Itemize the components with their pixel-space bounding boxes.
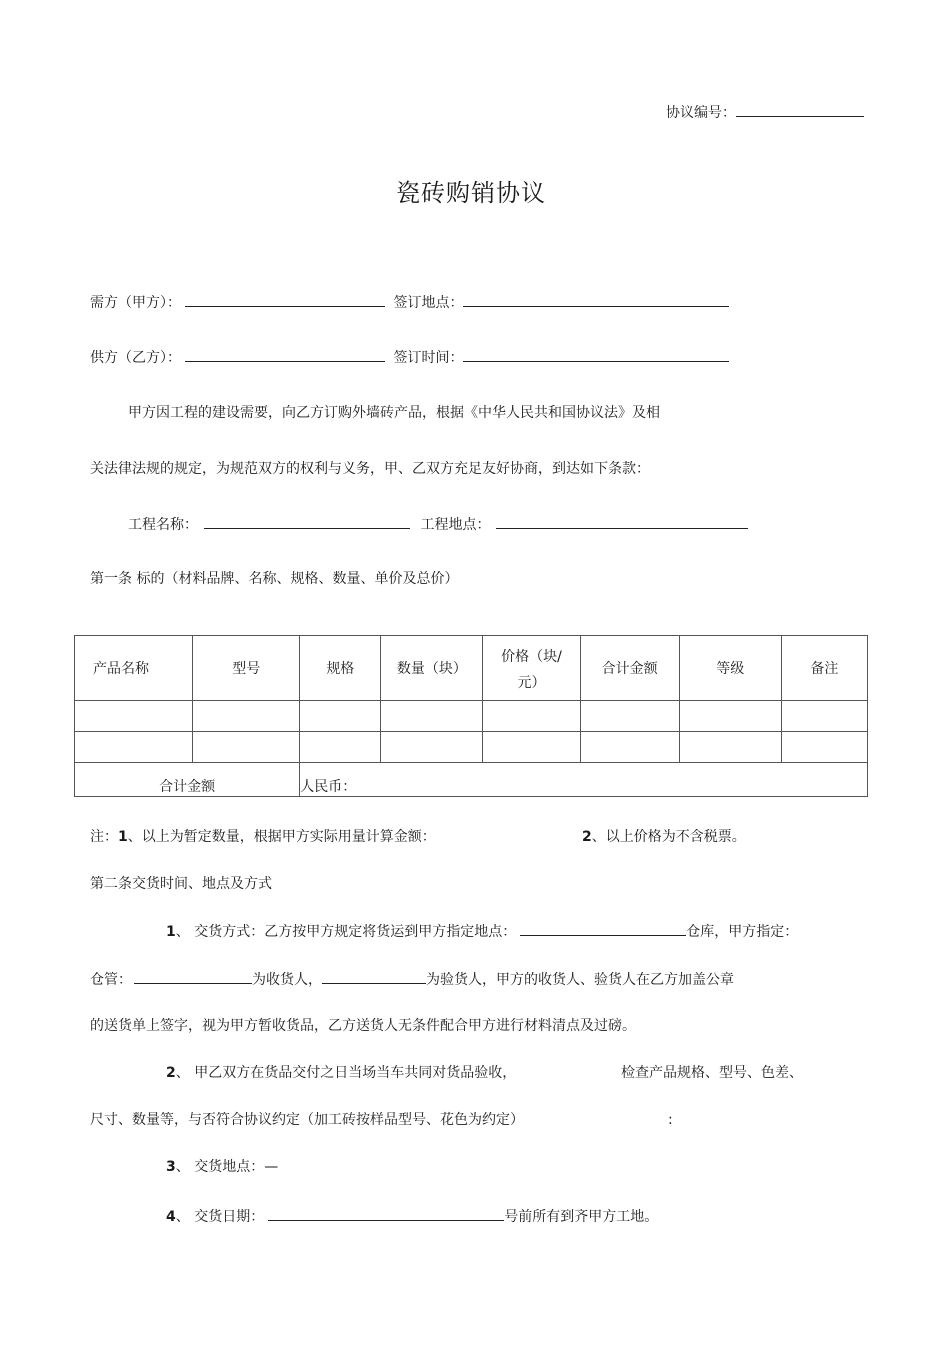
project-place-label: 工程地点： <box>420 517 491 533</box>
sign-place-field[interactable] <box>463 292 729 307</box>
delivery-date-field[interactable] <box>268 1206 504 1221</box>
rmb-label: 人民币： <box>300 779 357 795</box>
table-cell[interactable] <box>75 701 193 732</box>
header-price-line-2: 元） <box>517 675 546 691</box>
table-cell[interactable] <box>193 732 300 763</box>
header-amount: 合计金额 <box>580 636 679 701</box>
table-cell[interactable] <box>781 701 867 732</box>
table-cell[interactable] <box>781 732 867 763</box>
inspector-field[interactable] <box>322 969 426 984</box>
table-total-row <box>75 763 868 797</box>
header-grade: 等级 <box>679 636 781 701</box>
table-row <box>75 701 868 732</box>
table-cell[interactable] <box>483 701 580 732</box>
table-cell[interactable] <box>300 732 381 763</box>
table-cell[interactable] <box>679 701 781 732</box>
warehouse-keeper-row <box>90 969 734 990</box>
note-text-1: 、以上为暂定数量，根据甲方实际用量计算金额： <box>127 829 436 845</box>
header-model: 型号 <box>193 636 300 701</box>
item-1-number: 1 <box>166 924 176 940</box>
header-price-line-1: 价格（块/ <box>501 649 562 665</box>
sign-time-field[interactable] <box>463 347 729 362</box>
header-quantity: 数量（块） <box>381 636 483 701</box>
document-title: 瓷砖购销协议 <box>396 179 546 207</box>
sign-place-label: 签订地点： <box>393 295 464 311</box>
supplier-label: 供方（乙方）： <box>90 350 181 366</box>
table-cell[interactable] <box>75 732 193 763</box>
table-cell[interactable] <box>381 701 483 732</box>
item-1-after: 仓库，甲方指定： <box>686 924 799 940</box>
item-2-line-2: 尺寸、数量等，与否符合协议约定（加工砖按样品型号、花色为约定） <box>90 1112 524 1128</box>
designated-place-field[interactable] <box>520 921 686 936</box>
item-2-number: 2 <box>166 1065 176 1081</box>
table-cell[interactable] <box>679 732 781 763</box>
article-1-heading: 第一条 标的（材料品牌、名称、规格、数量、单价及总价） <box>90 571 459 587</box>
project-row <box>128 514 748 535</box>
item-4-after: 号前所有到齐甲方工地。 <box>504 1209 659 1225</box>
item-3-text: 、 交货地点：— <box>175 1159 279 1175</box>
intro-line-1: 甲方因工程的建设需要，向乙方订购外墙砖产品，根据《中华人民共和国协议法》及相 <box>128 405 660 421</box>
warehouse-keeper-label: 仓管： <box>90 972 132 988</box>
inspector-text: 为验货人，甲方的收货人、验货人在乙方加盖公章 <box>426 972 734 988</box>
note-row <box>90 827 436 847</box>
header-product-name: 产品名称 <box>75 636 193 701</box>
sign-time-label: 签订时间： <box>393 350 464 366</box>
note-prefix: 注： <box>90 829 118 845</box>
item-2-text: 、 甲乙双方在货品交付之日当场当车共同对货品验收， <box>175 1065 517 1081</box>
header-remark: 备注 <box>781 636 867 701</box>
item-4-text: 、 交货日期： <box>175 1209 265 1225</box>
item-4-number: 4 <box>166 1209 176 1225</box>
inspection-row <box>166 1063 516 1083</box>
table-cell[interactable] <box>580 701 679 732</box>
agreement-number <box>666 102 864 123</box>
supplier-row <box>90 347 729 368</box>
buyer-row <box>90 292 729 313</box>
item-1-line-3: 的送货单上签字，视为甲方暂收货品，乙方送货人无条件配合甲方进行材料清点及过磅。 <box>90 1018 636 1034</box>
note-number-1: 1 <box>118 829 128 845</box>
project-name-label: 工程名称： <box>128 517 198 533</box>
table-cell[interactable] <box>381 732 483 763</box>
delivery-place-row <box>166 1157 278 1177</box>
intro-line-2: 关法律法规的规定，为规范双方的权利与义务，甲、乙双方充足友好协商，到达如下条款： <box>90 461 650 477</box>
article-2-heading: 第二条交货时间、地点及方式 <box>90 876 272 892</box>
delivery-method-row <box>166 921 798 942</box>
supplier-field[interactable] <box>185 347 385 362</box>
total-amount-label: 合计金额 <box>75 763 300 797</box>
note-row-2 <box>582 827 746 847</box>
table-cell[interactable] <box>483 732 580 763</box>
delivery-date-row <box>166 1206 658 1227</box>
table-header-row <box>75 636 868 701</box>
project-name-field[interactable] <box>204 514 410 529</box>
agreement-number-label: 协议编号： <box>666 105 736 121</box>
receiver-text: 为收货人， <box>252 972 322 988</box>
table-cell[interactable] <box>300 701 381 732</box>
table-cell[interactable] <box>193 701 300 732</box>
item-2-colon: : <box>668 1112 673 1128</box>
items-table <box>74 635 868 797</box>
note-number-2: 2 <box>582 829 592 845</box>
buyer-field[interactable] <box>185 292 385 307</box>
table-row <box>75 732 868 763</box>
agreement-number-field[interactable] <box>736 102 864 117</box>
header-spec: 规格 <box>300 636 381 701</box>
item-2-text-b: 检查产品规格、型号、色差、 <box>621 1065 803 1081</box>
buyer-label: 需方（甲方）： <box>90 295 181 311</box>
project-place-field[interactable] <box>496 514 748 529</box>
total-rmb-field[interactable] <box>300 763 868 797</box>
item-3-number: 3 <box>166 1159 176 1175</box>
receiver-field[interactable] <box>134 969 252 984</box>
item-1-text: 、 交货方式：乙方按甲方规定将货运到甲方指定地点： <box>175 924 517 940</box>
table-cell[interactable] <box>580 732 679 763</box>
note-text-2: 、以上价格为不含税票。 <box>591 829 746 845</box>
header-price <box>483 636 580 701</box>
